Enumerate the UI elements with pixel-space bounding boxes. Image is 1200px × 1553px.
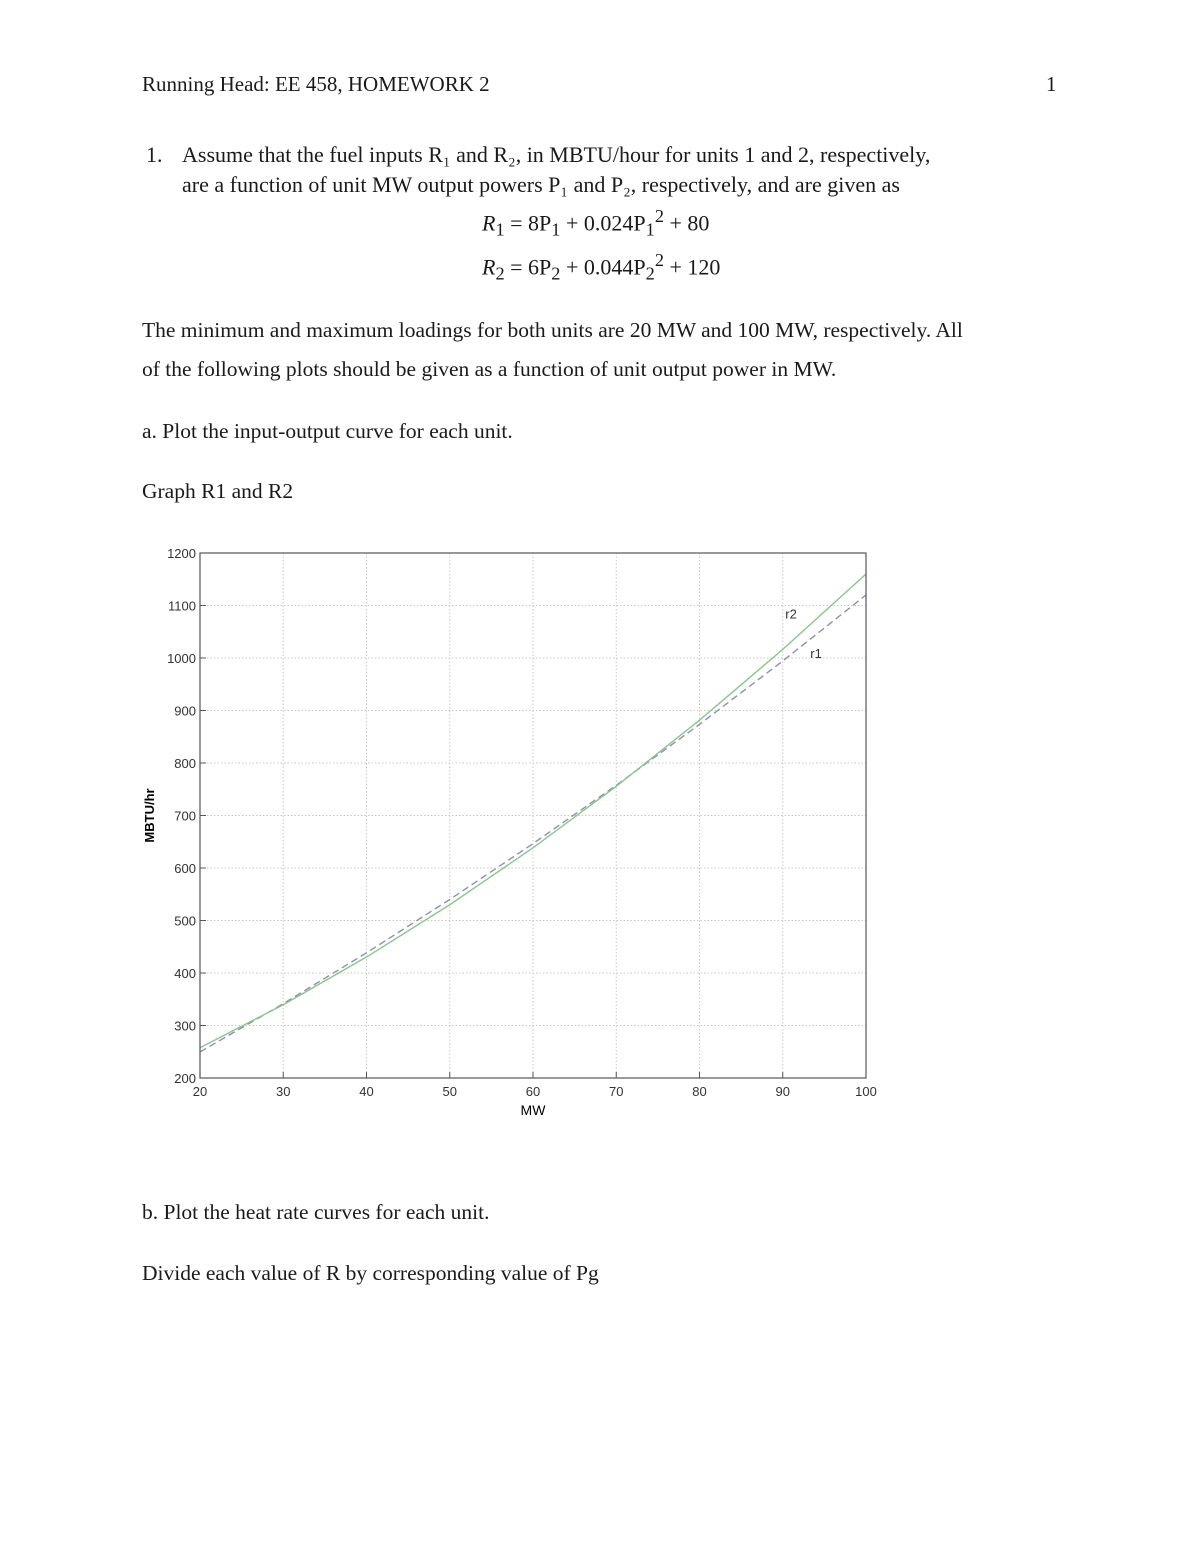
paragraph-line-1: The minimum and maximum loadings for both units are 20 MW and 100 MW, respectively. All — [142, 318, 963, 342]
x-axis-label: MW — [520, 1102, 546, 1118]
x-tick-label: 80 — [692, 1084, 707, 1099]
y-tick-label: 800 — [174, 756, 196, 771]
y-tick-label: 200 — [174, 1071, 196, 1086]
y-tick-label: 500 — [174, 913, 196, 929]
x-tick-label: 20 — [192, 1084, 208, 1099]
x-tick-label: 30 — [276, 1084, 291, 1099]
equation-r2: $R_2 = 6P_2 + 0.044P_2^2 + 120$ — [482, 250, 721, 284]
equation-r1: $R_1 = 8P_1 + 0.024P_1^2 + 80$ — [482, 206, 710, 240]
part-a-text: a. Plot the input-output curve for each unit. — [142, 419, 513, 443]
question-line-2: are a function of unit MW output powers P₁ and P₂, respectively, and are given as — [182, 172, 900, 197]
divide-note: Divide each value of R by corresponding value of Pg — [142, 1261, 599, 1285]
y-axis-label: MBTU/hr — [142, 788, 157, 843]
page-number: 1 — [1046, 72, 1057, 96]
x-tick-label: 100 — [855, 1084, 877, 1099]
x-tick-label: 70 — [609, 1084, 624, 1099]
paragraph-line-2: of the following plots should be given as a function of unit output power in MW. — [142, 357, 837, 381]
y-tick-label: 600 — [174, 861, 196, 876]
input-output-chart — [130, 535, 890, 1135]
y-tick-label: 1000 — [167, 651, 196, 666]
y-tick-label: 700 — [174, 808, 196, 824]
y-tick-label: 400 — [174, 966, 196, 981]
x-tick-label: 60 — [525, 1084, 541, 1099]
x-tick-label: 40 — [359, 1084, 374, 1099]
y-tick-label: 300 — [174, 1018, 196, 1034]
part-b-text: b. Plot the heat rate curves for each unit. — [142, 1200, 490, 1224]
y-tick-label: 900 — [174, 703, 196, 719]
y-tick-label: 1200 — [167, 546, 196, 561]
series-label-r2: r2 — [785, 606, 797, 622]
running-head: Running Head: EE 458, HOMEWORK 2 — [142, 72, 490, 96]
y-tick-label: 1100 — [168, 598, 196, 614]
x-tick-label: 90 — [775, 1084, 790, 1099]
question-line-1: Assume that the fuel inputs R₁ and R₂, in MBTU/hour for units 1 and 2, respectively, — [182, 142, 931, 167]
series-label-r1: r1 — [810, 646, 822, 661]
x-tick-label: 50 — [442, 1084, 457, 1099]
graph-caption: Graph R1 and R2 — [142, 479, 294, 503]
question-number: 1. — [146, 142, 163, 167]
